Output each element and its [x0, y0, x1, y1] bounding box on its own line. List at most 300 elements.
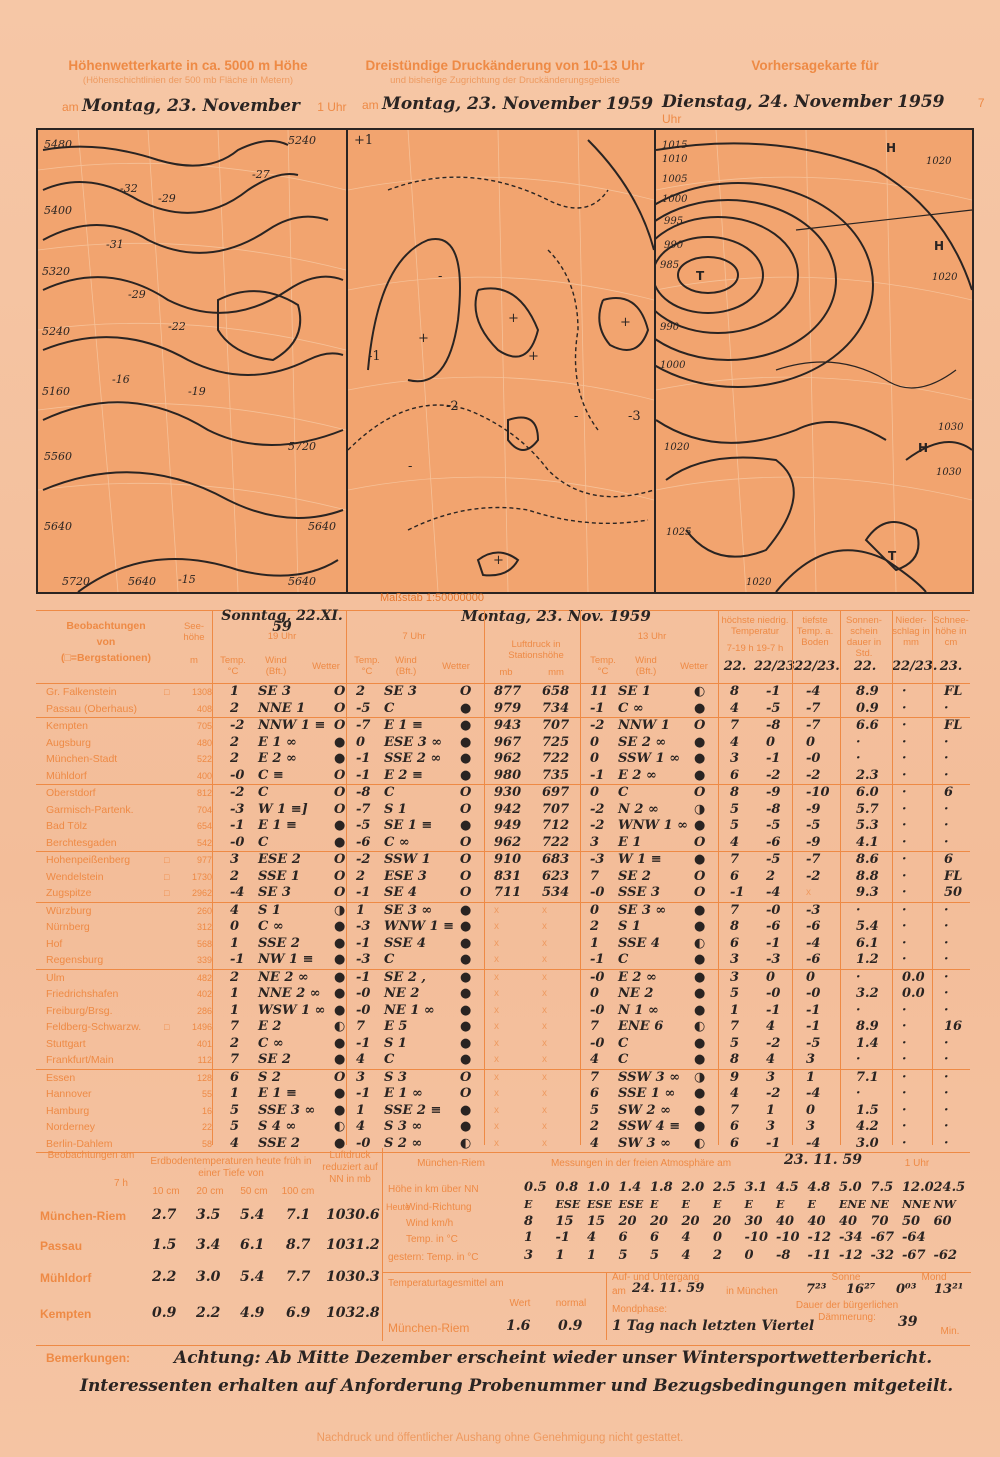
station-elevation: 705 — [196, 721, 212, 731]
svg-text:+: + — [493, 553, 504, 568]
temperature-value: 0 — [590, 734, 600, 750]
extreme-value: · — [944, 767, 949, 783]
station-group — [36, 718, 970, 785]
station-group — [36, 852, 970, 903]
weather-symbol: ● — [334, 834, 346, 850]
temperature-value: 6 — [230, 1069, 240, 1085]
weather-symbol: ◑ — [334, 902, 346, 918]
svg-text:-3: -3 — [628, 409, 641, 424]
temperature-value: -5 — [356, 818, 371, 833]
svg-text:5640: 5640 — [44, 520, 72, 533]
temperature-value: -1 — [590, 767, 605, 783]
temperature-aloft-value: 6 — [650, 1230, 660, 1245]
extreme-value: 4.2 — [856, 1119, 879, 1134]
observation-table-body — [36, 684, 970, 1153]
weather-symbol: ● — [694, 1002, 706, 1018]
wind-value: NE 1 ∞ — [384, 1002, 435, 1018]
extreme-value: 3.0 — [856, 1135, 879, 1151]
yesterday-temperature-value: 0 — [744, 1248, 754, 1263]
temperature-value: 3 — [590, 834, 600, 850]
yesterday-temperature-value: 5 — [650, 1248, 660, 1263]
temperature-aloft-value: 1 — [524, 1230, 534, 1245]
wind-direction-value: E — [524, 1198, 533, 1211]
wind-direction-value: ESE — [555, 1198, 581, 1211]
height-value: 2.0 — [681, 1180, 705, 1195]
station-name: Hohenpeißenberg — [46, 854, 131, 866]
pressure-mb: x — [494, 988, 499, 999]
weather-symbol: O — [460, 1086, 472, 1101]
extreme-value: 16 — [944, 1019, 963, 1034]
mountain-station-marker: □ — [164, 855, 170, 865]
extreme-value: -1 — [766, 1002, 781, 1018]
extreme-value: · — [902, 1119, 907, 1134]
temperature-value: -2 — [590, 801, 605, 817]
svg-text:1020: 1020 — [664, 442, 690, 453]
wind-value: S 2 ∞ — [384, 1135, 423, 1151]
station-name: Mühldorf — [46, 769, 87, 782]
wind-value: NNW 1 ≡ — [258, 718, 326, 733]
remarks-section: Bemerkungen: Achtung: Ab Mitte Dezember erscheint wieder unser Wintersportwetterbericht. Interessenten erhalten auf Anforderung Probenummer und Bezugsbedingungen mitgeteilt. — [36, 1345, 970, 1426]
wind-value: S 1 — [618, 919, 641, 934]
weather-symbol: O — [460, 684, 472, 699]
temperature-value: -0 — [230, 834, 245, 850]
extreme-value: -0 — [806, 751, 821, 766]
extreme-value: 3 — [766, 1119, 776, 1134]
station-elevation: 260 — [196, 905, 212, 916]
extreme-value: 4 — [730, 700, 740, 716]
svg-text:5720: 5720 — [288, 440, 316, 453]
free-atmosphere-date: 23. 11. 59 — [784, 1152, 862, 1168]
wind-value: E 1 — [618, 834, 642, 850]
temperature-value: 3 — [356, 1069, 366, 1085]
extreme-value: · — [944, 734, 949, 750]
extreme-value: · — [902, 801, 907, 817]
extreme-value: · — [902, 785, 907, 800]
wind-value: E 2 ∞ — [618, 969, 657, 985]
temperature-aloft-value: -64 — [902, 1230, 926, 1245]
wind-speed-value: 70 — [870, 1214, 889, 1229]
temperature-value: -0 — [590, 1002, 605, 1018]
weather-symbol: ● — [334, 734, 346, 750]
extreme-value: FL — [944, 684, 963, 699]
weather-symbol: ● — [334, 1035, 346, 1051]
temperature-value: -8 — [356, 785, 371, 800]
weather-symbol: ● — [460, 751, 472, 766]
temperature-value: -2 — [356, 852, 371, 867]
observation-table-header: Beobachtungen von (□=Bergstationen) See-höhe m Sonntag, 22.XI. 59 19 Uhr Temp. °C Wind (Bft.) Wetter Montag, 23. Nov. 1959 7 Uhr Temp. °C Wind (Bft.) Wetter Luftdruck in Stationshöhe mb mm 13 Uhr Temp. °C Wind (Bft.) Wetter höchste niedrig. Temperatur 7-19 h 19-7 h tiefste Temp. a. Boden Sonnen-schein dauer in Std. Nieder-schlag in mm Schnee-höhe in cm 22. 22/23. 22/23. 22. 22/23. 23. — [36, 610, 970, 684]
wind-value: SSW 1 — [384, 852, 431, 867]
height-value: 3.1 — [744, 1180, 768, 1195]
table-row — [36, 802, 970, 819]
temperature-value: 4 — [230, 902, 240, 918]
wind-speed-value: 15 — [555, 1214, 574, 1229]
mountain-station-marker: □ — [164, 1022, 170, 1032]
extreme-value: 5 — [730, 818, 740, 833]
station-name: Passau (Oberhaus) — [46, 702, 138, 715]
svg-text:5400: 5400 — [44, 204, 72, 217]
extreme-value: · — [944, 1069, 949, 1085]
weather-symbol: ● — [460, 1119, 472, 1134]
temperature-value: 7 — [590, 1069, 600, 1085]
wind-speed-value: 20 — [713, 1214, 732, 1229]
soil-temperature-value: 0.9 — [152, 1305, 177, 1321]
wind-value: C ∞ — [618, 700, 644, 716]
wind-value: C — [618, 1052, 629, 1067]
weather-symbol: ● — [694, 969, 706, 985]
extreme-value: 0.0 — [902, 969, 925, 985]
temperature-aloft-value: -1 — [555, 1230, 570, 1245]
temperature-value: 1 — [230, 935, 240, 951]
svg-text:5720: 5720 — [62, 575, 90, 588]
extreme-value: 0 — [806, 1102, 816, 1118]
temperature-value: 2 — [230, 734, 240, 750]
svg-text:-2: -2 — [446, 399, 459, 414]
weather-symbol: ● — [460, 718, 472, 733]
extreme-value: 9 — [730, 1069, 740, 1085]
extreme-value: -6 — [806, 919, 821, 934]
wind-value: SE 3 ∞ — [384, 902, 433, 918]
extreme-value: 50 — [944, 885, 963, 900]
forecast-isobar-map — [656, 130, 972, 592]
extreme-value: FL — [944, 718, 963, 733]
svg-text:-29: -29 — [128, 288, 146, 301]
extreme-value: -5 — [766, 700, 781, 716]
extreme-value: · — [944, 952, 949, 967]
svg-text:5640: 5640 — [128, 575, 156, 588]
station-name: Zugspitze — [46, 887, 92, 899]
station-elevation: 1308 — [191, 687, 212, 697]
temperature-aloft-value: -12 — [807, 1230, 831, 1245]
temperature-value: 7 — [230, 1052, 240, 1067]
table-row — [36, 1103, 970, 1120]
weather-symbol: O — [334, 785, 346, 800]
station-name: Hamburg — [46, 1104, 90, 1117]
wind-value: C — [618, 952, 629, 967]
soil-station-name: Kempten — [40, 1307, 92, 1321]
wind-value: E 1 ∞ — [258, 734, 297, 750]
pressure-mb: x — [494, 921, 499, 932]
station-elevation: 128 — [196, 1072, 212, 1083]
wind-value: S 1 — [258, 902, 281, 918]
weather-symbol: ● — [334, 1135, 346, 1151]
mountain-station-marker: □ — [164, 888, 170, 898]
wind-value: C ≡ — [258, 767, 284, 783]
pressure-mm: 697 — [542, 785, 570, 800]
svg-text:1000: 1000 — [660, 360, 686, 371]
svg-text:+: + — [508, 311, 519, 326]
svg-text:5640: 5640 — [308, 520, 336, 533]
weather-symbol: ● — [334, 1052, 346, 1067]
extreme-value: 1.4 — [856, 1035, 879, 1051]
temperature-value: 1 — [230, 684, 240, 699]
station-name: Kempten — [46, 720, 89, 732]
extreme-value: -10 — [806, 785, 830, 800]
sunrise-time: 7²³ — [806, 1282, 827, 1297]
wind-value: WNW 1 ∞ — [618, 818, 689, 833]
station-elevation: 55 — [201, 1089, 212, 1099]
svg-text:H: H — [886, 141, 897, 155]
extreme-value: -9 — [806, 834, 821, 850]
extreme-value: · — [944, 801, 949, 817]
extreme-value: · — [902, 1102, 907, 1118]
extreme-value: 1.2 — [856, 952, 879, 967]
weather-symbol: ● — [460, 969, 472, 985]
station-name: Norderney — [46, 1121, 96, 1133]
wind-value: SSE 2 ∞ — [384, 751, 442, 766]
weather-symbol: ● — [694, 952, 706, 967]
pressure-mm: 707 — [542, 801, 570, 817]
extreme-value: 8 — [730, 785, 740, 800]
temperature-value: -1 — [230, 818, 245, 833]
weather-symbol: O — [694, 868, 706, 884]
table-row — [36, 785, 970, 802]
extreme-value: · — [856, 751, 861, 766]
extreme-value: 0 — [806, 969, 816, 985]
weather-symbol: ● — [694, 700, 706, 716]
soil-temperature-value: 4.9 — [240, 1305, 265, 1321]
map-scale: Maßstab 1:50000000 — [380, 592, 484, 604]
extreme-value: · — [944, 818, 949, 833]
pressure-mm: x — [542, 1004, 547, 1016]
table-row — [36, 1070, 970, 1087]
temperature-value: -0 — [590, 969, 605, 985]
pressure-change-title: Dreistündige Druckänderung von 10-13 Uhr — [365, 58, 645, 73]
remark-line-2: Interessenten erhalten auf Anforderung Probenummer und Bezugsbedingungen mitgeteilt. — [80, 1376, 954, 1396]
pressure-mb: x — [494, 1121, 499, 1132]
wind-value: SW 3 ∞ — [618, 1135, 671, 1151]
temperature-aloft-value: 4 — [681, 1230, 691, 1245]
weather-symbol: ● — [694, 1086, 706, 1101]
extreme-value: -1 — [766, 1135, 781, 1151]
wind-value: C — [258, 834, 269, 850]
extreme-value: -2 — [766, 767, 781, 783]
pressure-mm: x — [542, 1088, 547, 1099]
temperature-value: 2 — [230, 1035, 240, 1051]
upper-air-map-subtitle: (Höhenschichtlinien der 500 mb Fläche in Metern) — [82, 75, 294, 86]
station-elevation: 522 — [196, 754, 212, 764]
yesterday-temperature-value: 2 — [713, 1248, 723, 1263]
extreme-value: · — [902, 852, 907, 867]
wind-value: SE 1 ≡ — [384, 818, 433, 833]
pressure-mm: x — [542, 1037, 547, 1049]
svg-text:5320: 5320 — [42, 265, 70, 278]
yesterday-temperature-value: -11 — [807, 1248, 831, 1263]
pressure-mb: 980 — [494, 767, 522, 783]
extreme-value: · — [902, 834, 907, 850]
extreme-value: 0 — [766, 734, 776, 750]
table-row — [36, 885, 970, 902]
temperature-value: -0 — [356, 986, 371, 1001]
temperature-value: -0 — [590, 885, 605, 900]
wind-value: SE 2 ∞ — [618, 734, 667, 750]
wind-value: NE 2 — [384, 986, 420, 1001]
extreme-value: · — [944, 1002, 949, 1018]
temperature-value: 4 — [590, 1135, 600, 1151]
upper-air-map — [38, 130, 348, 592]
extreme-value: 8.9 — [856, 684, 879, 699]
temperature-value: 5 — [230, 1102, 240, 1118]
yesterday-temperature-value: 1 — [555, 1248, 565, 1263]
weather-symbol: ● — [694, 852, 706, 867]
wind-speed-value: 40 — [807, 1214, 826, 1229]
table-row — [36, 751, 970, 768]
wind-value: C ∞ — [258, 1035, 284, 1051]
table-divider — [932, 610, 933, 1145]
wind-direction-value: E — [713, 1198, 722, 1211]
weather-symbol: O — [334, 767, 346, 783]
svg-text:1015: 1015 — [662, 140, 688, 151]
weather-symbol: O — [334, 885, 346, 900]
station-group — [36, 970, 970, 1070]
pressure-mb: 949 — [494, 818, 522, 833]
wind-speed-value: 50 — [902, 1214, 921, 1229]
extreme-value: 6 — [730, 767, 740, 783]
extreme-value: · — [902, 700, 907, 716]
soil-temperature-value: 6.9 — [286, 1305, 311, 1321]
svg-text:1025: 1025 — [666, 527, 692, 538]
wind-value: S 1 — [384, 1035, 407, 1051]
yesterday-temperature-value: 1 — [587, 1248, 597, 1263]
extreme-value: 6.6 — [856, 718, 879, 733]
extreme-value: 6.1 — [856, 935, 879, 951]
temperature-value: 2 — [230, 751, 240, 766]
weather-symbol: O — [334, 868, 346, 884]
soil-temperature-value: 7.1 — [286, 1207, 311, 1223]
weather-symbol: O — [460, 1069, 472, 1085]
wind-value: SE 4 — [384, 885, 417, 900]
station-elevation: 22 — [201, 1122, 212, 1132]
pressure-mm: 707 — [542, 718, 570, 733]
table-row — [36, 701, 970, 718]
wind-value: NNE 1 — [258, 700, 306, 716]
temperature-value: -1 — [356, 767, 371, 783]
station-name: Berchtesgaden — [46, 836, 117, 849]
upper-air-map-date-line: am Montag, 23. November 1 Uhr — [62, 96, 347, 116]
temperature-value: -1 — [356, 1086, 371, 1101]
weather-symbol: ● — [460, 1102, 472, 1118]
extreme-value: 3 — [806, 1052, 816, 1067]
pressure-mm: 734 — [542, 700, 570, 716]
yesterday-temperature-value: -12 — [839, 1248, 863, 1263]
temperature-value: 7 — [356, 1019, 366, 1034]
extreme-value: -9 — [806, 801, 821, 817]
temperature-value: 0 — [230, 919, 240, 934]
temperature-value: 1 — [230, 986, 240, 1001]
wind-value: E 2 ≡ — [384, 767, 423, 783]
extreme-value: · — [902, 1035, 907, 1051]
temperature-value: 3 — [230, 852, 240, 867]
extreme-value: · — [856, 1052, 861, 1067]
temperature-value: 4 — [590, 1052, 600, 1067]
svg-text:-27: -27 — [252, 168, 270, 181]
remark-line-1: Achtung: Ab Mitte Dezember erscheint wieder unser Wintersportwetterbericht. — [174, 1348, 933, 1368]
wind-value: SSW 4 ≡ — [618, 1119, 681, 1134]
table-row — [36, 818, 970, 835]
wind-value: S 2 — [258, 1069, 281, 1085]
svg-text:T: T — [888, 549, 897, 563]
pressure-mb: 967 — [494, 734, 522, 750]
station-name: Feldberg-Schwarzw. — [46, 1021, 142, 1033]
extreme-value: · — [944, 986, 949, 1001]
station-group — [36, 903, 970, 970]
wind-value: E 5 — [384, 1019, 408, 1034]
table-row — [36, 869, 970, 886]
extreme-value: · — [856, 1086, 861, 1101]
extreme-value: · — [944, 919, 949, 934]
weather-symbol: ● — [460, 1019, 472, 1034]
table-divider — [892, 610, 893, 1145]
station-elevation: 480 — [196, 737, 212, 748]
pressure-mb: 943 — [494, 718, 522, 733]
table-row — [36, 1036, 970, 1053]
pressure-mm: x — [542, 904, 547, 916]
weather-symbol: ◐ — [694, 935, 706, 951]
temperature-value: 2 — [590, 1119, 600, 1134]
station-name: Gr. Falkenstein — [46, 686, 117, 698]
extreme-value: 4 — [730, 834, 740, 850]
sunday-date: Sonntag, 22.XI. 59 — [221, 608, 343, 635]
pressure-change-date-line: am Montag, 23. November 1959 — [362, 94, 654, 114]
weather-symbol: O — [334, 801, 346, 817]
temperature-value: 0 — [590, 986, 600, 1001]
wind-value: SE 3 ∞ — [618, 902, 667, 918]
sea-level-pressure-value: 1032.8 — [326, 1305, 380, 1321]
svg-text:5240: 5240 — [288, 134, 316, 147]
extreme-value: -7 — [806, 718, 821, 733]
station-group — [36, 785, 970, 852]
svg-text:1000: 1000 — [662, 194, 688, 205]
temperature-value: -3 — [356, 919, 371, 934]
weather-symbol: ◑ — [694, 801, 706, 817]
pressure-mm: x — [542, 971, 547, 983]
pressure-mm: x — [542, 937, 547, 949]
table-row — [36, 768, 970, 785]
extreme-value: -4 — [766, 885, 781, 900]
extreme-value: · — [902, 919, 907, 934]
extreme-value: -6 — [766, 919, 781, 934]
pressure-mm: x — [542, 921, 547, 932]
station-name: Bad Tölz — [46, 820, 88, 832]
soil-temperature-value: 2.2 — [196, 1305, 221, 1321]
weather-symbol: O — [334, 700, 346, 716]
extreme-value: 0 — [806, 734, 816, 750]
extreme-value: -2 — [766, 1086, 781, 1101]
extreme-value: · — [902, 868, 907, 884]
temperature-value: 7 — [230, 1019, 240, 1034]
extreme-value: · — [944, 902, 949, 918]
wind-value: SSE 2 — [258, 935, 300, 951]
wind-speed-value: 40 — [776, 1214, 795, 1229]
weather-symbol: ◐ — [334, 1119, 346, 1134]
wind-value: N 1 ∞ — [618, 1002, 659, 1018]
sea-level-pressure-value: 1030.6 — [326, 1207, 380, 1223]
temperature-value: 1 — [230, 1086, 240, 1101]
extreme-value: 3 — [766, 1069, 776, 1085]
soil-temperature-value: 5.4 — [240, 1269, 265, 1285]
extreme-value: 8 — [730, 684, 740, 699]
weather-symbol: ● — [460, 1052, 472, 1067]
wind-value: S 1 — [384, 801, 407, 817]
extreme-value: 4 — [766, 1052, 776, 1067]
table-row — [36, 718, 970, 735]
height-value: 2.5 — [713, 1180, 736, 1195]
pressure-mb: 711 — [494, 885, 522, 900]
station-name: Friedrichshafen — [46, 988, 119, 1000]
forecast-map-title: Vorhersagekarte für — [751, 58, 879, 73]
extreme-value: -2 — [806, 767, 821, 783]
wind-value: WNW 1 ≡ — [384, 919, 455, 934]
pressure-mb: 962 — [494, 834, 522, 850]
